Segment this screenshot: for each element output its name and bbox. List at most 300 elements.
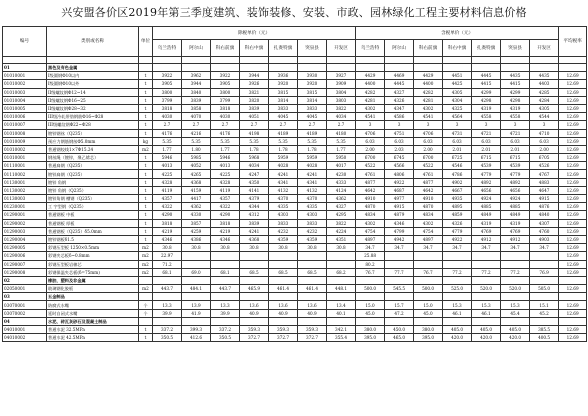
item-code: 03070001 (3, 301, 47, 309)
avg-rate-cell: 12.69 (559, 252, 587, 260)
excl-price-cell: 3944 (240, 72, 269, 80)
excl-price-cell: 4045 (298, 113, 327, 121)
incl-price-cell: 34.7 (385, 244, 414, 252)
excl-price-cell: 40.9 (240, 309, 269, 317)
incl-price-cell: 15.0 (356, 301, 385, 309)
excl-price-cell: 4303 (269, 211, 298, 219)
excl-price-cell: 448.1 (327, 285, 356, 293)
excl-price-cell: 461.4 (269, 285, 298, 293)
excl-price-cell: 5.35 (211, 137, 240, 145)
excl-price-cell: 1.78 (298, 145, 327, 153)
excl-price-cell: 39.9 (211, 309, 240, 317)
item-unit: t (139, 326, 153, 334)
incl-price-cell: 4779 (501, 170, 530, 178)
incl-price-cell: 4451 (443, 72, 472, 80)
incl-price-cell: 6.03 (356, 137, 385, 145)
incl-price-cell: 4319 (501, 219, 530, 227)
incl-price-cell: 34.7 (501, 244, 530, 252)
item-code: 01130001 (3, 178, 47, 186)
header-city-excl: 扎赉特旗 (269, 40, 298, 57)
excl-price-cell: 3839 (240, 104, 269, 112)
incl-price-cell: 4299 (472, 88, 501, 96)
header-name: 类别或名称 (47, 27, 139, 57)
incl-price-cell: 4877 (414, 178, 443, 186)
header-unit: 单位 (139, 27, 153, 57)
excl-price-cell: 4045 (269, 113, 298, 121)
item-code: 01010003 (3, 88, 47, 96)
empty-cell (182, 57, 211, 64)
excl-price-cell: 3814 (269, 96, 298, 104)
table-row (3, 211, 587, 219)
empty-cell (414, 57, 443, 64)
empty-cell (501, 276, 530, 284)
incl-price-cell: 4897 (356, 235, 385, 243)
empty-cell (182, 64, 211, 72)
item-name: 镀锌 角钢 (47, 178, 139, 186)
incl-price-cell: 4285 (530, 88, 559, 96)
empty-cell (327, 64, 356, 72)
excl-price-cell: 359.3 (269, 326, 298, 334)
excl-price-cell: 5968 (240, 154, 269, 162)
incl-price-cell: 4326 (443, 219, 472, 227)
item-code: 01010004 (3, 96, 47, 104)
section-code: 01 (3, 64, 47, 72)
item-code: 01290003 (3, 227, 47, 235)
incl-price-cell: 4922 (443, 235, 472, 243)
header-city-incl: 科右中旗 (443, 40, 472, 57)
excl-price-cell: 4341 (269, 178, 298, 186)
empty-cell (356, 276, 385, 284)
excl-price-cell: 2.7 (269, 121, 298, 129)
incl-price-cell: 3 (385, 121, 414, 129)
excl-price-cell: 3920 (298, 80, 327, 88)
empty-cell (559, 57, 587, 64)
section-code: 04 (3, 317, 47, 325)
table-row (3, 227, 587, 235)
excl-price-cell: 3927 (327, 72, 356, 80)
item-name: 普通钢板 厚板 (47, 219, 139, 227)
excl-price-cell: 30.8 (182, 244, 211, 252)
excl-price-cell: 3800 (153, 88, 182, 96)
excl-price-cell: 2.7 (240, 121, 269, 129)
item-unit: t (139, 121, 153, 129)
excl-price-cell: 4216 (182, 129, 211, 137)
incl-price-cell: 4840 (530, 211, 559, 219)
incl-price-cell: 34.7 (414, 244, 443, 252)
table-row (3, 72, 587, 80)
excl-price-cell: 484.1 (182, 285, 211, 293)
excl-price-cell: 2.7 (153, 121, 182, 129)
excl-price-cell: 4132 (269, 186, 298, 194)
avg-rate-cell: 12.69 (559, 235, 587, 243)
item-unit: t (139, 227, 153, 235)
excl-price-cell: 2.7 (211, 121, 240, 129)
empty-cell (327, 317, 356, 325)
table-row (3, 96, 587, 104)
item-name: 镀锌 角钢（Q235） (47, 186, 139, 194)
empty-cell (559, 276, 587, 284)
empty-cell (269, 317, 298, 325)
incl-price-cell: 4897 (414, 235, 443, 243)
excl-price-cell: 4219 (153, 227, 182, 235)
empty-cell (414, 276, 443, 284)
incl-price-cell (472, 260, 501, 268)
incl-price-cell: 2.00 (356, 145, 385, 153)
empty-cell (298, 64, 327, 72)
incl-price-cell: 4706 (414, 129, 443, 137)
section-row (3, 64, 587, 72)
incl-price-cell: 3 (530, 121, 559, 129)
incl-price-cell: 4307 (530, 219, 559, 227)
item-code: 01010009 (3, 137, 47, 145)
table-row (3, 326, 587, 334)
incl-price-cell: 4892 (501, 178, 530, 186)
incl-price-cell: 2.01 (443, 145, 472, 153)
excl-price-cell: 350.5 (211, 334, 240, 342)
section-row (3, 317, 587, 325)
avg-rate-cell: 12.69 (559, 219, 587, 227)
incl-price-cell: 15.3 (472, 301, 501, 309)
incl-price-cell: 4282 (414, 88, 443, 96)
excl-price-cell: 4232 (269, 227, 298, 235)
empty-cell (211, 64, 240, 72)
incl-price-cell: 400.5 (530, 334, 559, 342)
incl-price-cell: 6715 (501, 154, 530, 162)
excl-price-cell (240, 260, 269, 268)
excl-price-cell: 4013 (153, 162, 182, 170)
avg-rate-cell: 12.69 (559, 88, 587, 96)
item-code: 04010001 (3, 326, 47, 334)
item-name: 彩钢夹芯板δ~0.8mm (47, 252, 139, 260)
excl-price-cell: 13.4 (327, 301, 356, 309)
empty-cell (211, 293, 240, 301)
item-unit: t (139, 334, 153, 342)
empty-cell (443, 293, 472, 301)
incl-price-cell: 34.7 (530, 244, 559, 252)
incl-price-cell: 6.03 (530, 137, 559, 145)
empty-cell (385, 276, 414, 284)
excl-price-cell (240, 252, 269, 260)
excl-price-cell: 4230 (327, 170, 356, 178)
empty-cell (298, 317, 327, 325)
incl-price-cell: 6745 (385, 154, 414, 162)
excl-price-cell: 5959 (269, 154, 298, 162)
empty-cell (385, 64, 414, 72)
excl-price-cell (298, 252, 327, 260)
empty-cell (327, 293, 356, 301)
excl-price-cell: 4141 (240, 186, 269, 194)
incl-price-cell: 4912 (472, 235, 501, 243)
excl-price-cell: 355.4 (327, 334, 356, 342)
excl-price-cell: 4362 (182, 203, 211, 211)
empty-cell (443, 57, 472, 64)
incl-price-cell: 4977 (385, 195, 414, 203)
excl-price-cell (327, 260, 356, 268)
incl-price-cell: 4539 (472, 162, 501, 170)
incl-price-cell: 4877 (356, 178, 385, 186)
excl-price-cell: 39.9 (153, 309, 182, 317)
excl-price-cell: 3799 (211, 96, 240, 104)
incl-price-cell: 4876 (530, 203, 559, 211)
table-row (3, 219, 587, 227)
avg-rate-cell: 12.69 (559, 334, 587, 342)
incl-price-cell: 4544 (530, 113, 559, 121)
excl-price-cell: 3818 (153, 104, 182, 112)
empty-cell (182, 293, 211, 301)
incl-price-cell: 4281 (414, 96, 443, 104)
table-row (3, 260, 587, 268)
item-code: 01010001 (3, 154, 47, 162)
excl-price-cell: 4189 (269, 129, 298, 137)
incl-price-cell: 520.0 (501, 285, 530, 293)
item-code: 01010001 (3, 72, 47, 80)
empty-cell (472, 64, 501, 72)
avg-rate-cell: 12.69 (559, 227, 587, 235)
incl-price-cell: 6.03 (472, 137, 501, 145)
item-name: 延时自闭式水嘴 (47, 309, 139, 317)
item-code: 01230001 (3, 203, 47, 211)
empty-cell (298, 57, 327, 64)
excl-price-cell: 4312 (240, 211, 269, 219)
excl-price-cell: 4335 (269, 203, 298, 211)
table-row (3, 154, 587, 162)
excl-price-cell: 5946 (211, 154, 240, 162)
section-code: 03 (3, 293, 47, 301)
incl-price-cell: 465.0 (385, 334, 414, 342)
incl-price-cell: 3 (443, 121, 472, 129)
incl-price-cell: 4558 (472, 113, 501, 121)
incl-price-cell: 4769 (501, 227, 530, 235)
excl-price-cell: 3920 (269, 80, 298, 88)
excl-price-cell: 3962 (182, 72, 211, 80)
excl-price-cell: 4052 (182, 162, 211, 170)
incl-price-cell: 77.2 (501, 268, 530, 276)
excl-price-cell (269, 260, 298, 268)
incl-price-cell: 76.7 (356, 268, 385, 276)
item-code: 01010008 (3, 129, 47, 137)
excl-price-cell (182, 260, 211, 268)
table-row (3, 104, 587, 112)
excl-price-cell: 4159 (182, 186, 211, 194)
item-code: 01290001 (3, 211, 47, 219)
incl-price-cell: 6.03 (501, 137, 530, 145)
excl-price-cell: 5946 (153, 154, 182, 162)
item-unit: m2 (139, 145, 153, 153)
empty-cell (298, 276, 327, 284)
item-unit: t (139, 186, 153, 194)
excl-price-cell: 3800 (211, 88, 240, 96)
empty-cell (530, 293, 559, 301)
incl-price-cell: 15.3 (501, 301, 530, 309)
item-code: 01290005 (3, 244, 47, 252)
excl-price-cell: 3840 (182, 88, 211, 96)
excl-price-cell: 68.1 (211, 268, 240, 276)
avg-rate-cell: 12.69 (559, 154, 587, 162)
incl-price-cell: 45.0 (356, 309, 385, 317)
excl-price-cell: 5.35 (327, 137, 356, 145)
item-code: 01010007 (3, 121, 47, 129)
incl-price-cell (414, 252, 443, 260)
empty-cell (153, 276, 182, 284)
item-code: 02050001 (3, 285, 47, 293)
excl-price-cell: 4344 (240, 203, 269, 211)
header-city-excl: 科右前旗 (211, 40, 240, 57)
incl-price-cell: 4706 (356, 129, 385, 137)
incl-price-cell: 3 (472, 121, 501, 129)
incl-price-cell: 4304 (443, 96, 472, 104)
incl-price-cell: 4400 (356, 80, 385, 88)
empty-cell (139, 64, 153, 72)
item-name: I级圆钢Φ10以内 (47, 72, 139, 80)
avg-rate-cell: 12.69 (559, 162, 587, 170)
empty-cell (153, 57, 182, 64)
incl-price-cell: 15.0 (414, 301, 443, 309)
header-city-excl: 阿尔山 (182, 40, 211, 57)
excl-price-cell: 4259 (182, 227, 211, 235)
excl-price-cell: 4351 (327, 235, 356, 243)
excl-price-cell: 399.3 (182, 326, 211, 334)
item-code: 01290007 (3, 260, 47, 268)
incl-price-cell: 4902 (443, 178, 472, 186)
excl-price-cell (298, 260, 327, 268)
avg-rate-cell: 12.69 (559, 244, 587, 252)
incl-price-cell: 4922 (385, 178, 414, 186)
incl-price-cell: 4435 (501, 72, 530, 80)
incl-price-cell: 77.2 (443, 268, 472, 276)
excl-price-cell: 3857 (182, 219, 211, 227)
excl-price-cell: 30.8 (298, 244, 327, 252)
incl-price-cell: 45.4 (501, 309, 530, 317)
excl-price-cell: 13.6 (269, 301, 298, 309)
item-unit: t (139, 129, 153, 137)
excl-price-cell: 4327 (327, 203, 356, 211)
avg-rate-cell: 12.69 (559, 145, 587, 153)
item-name: 预应力钢筋钢丝Φ5.0mm (47, 137, 139, 145)
empty-cell (501, 64, 530, 72)
empty-cell (356, 317, 385, 325)
excl-price-cell: 4232 (298, 227, 327, 235)
excl-price-cell: 4370 (298, 195, 327, 203)
incl-price-cell: 4327 (385, 88, 414, 96)
incl-price-cell: 405.0 (443, 326, 472, 334)
excl-price-cell: 443.7 (153, 285, 182, 293)
excl-price-cell: 3858 (182, 104, 211, 112)
item-name: 防腐式水嘴 (47, 301, 139, 309)
excl-price-cell: 4028 (269, 162, 298, 170)
item-name: 玻璃钢化胶板 (47, 285, 139, 293)
excl-price-cell: 3922 (153, 72, 182, 80)
table-row (3, 170, 587, 178)
excl-price-cell: 3814 (298, 96, 327, 104)
excl-price-cell: 4346 (153, 235, 182, 243)
incl-price-cell: 450.0 (385, 326, 414, 334)
table-body (3, 57, 587, 342)
incl-price-cell: 405.0 (472, 326, 501, 334)
excl-price-cell: 1.77 (327, 145, 356, 153)
excl-price-cell: 4189 (298, 129, 327, 137)
excl-price-cell: 3804 (327, 88, 356, 96)
item-unit: t (139, 162, 153, 170)
incl-price-cell: 4769 (472, 227, 501, 235)
incl-price-cell: 4779 (472, 170, 501, 178)
excl-price-cell: 30.8 (211, 244, 240, 252)
incl-price-cell: 4305 (530, 104, 559, 112)
excl-price-cell: 3833 (298, 219, 327, 227)
avg-rate-cell: 12.69 (559, 203, 587, 211)
excl-price-cell: 3930 (298, 72, 327, 80)
incl-price-cell: 4721 (501, 129, 530, 137)
table-row (3, 113, 587, 121)
incl-price-cell: 4319 (472, 219, 501, 227)
excl-price-cell: 13.3 (153, 301, 182, 309)
empty-cell (269, 293, 298, 301)
table-row (3, 129, 587, 137)
incl-price-cell: 4870 (356, 203, 385, 211)
incl-price-cell: 4806 (385, 170, 414, 178)
item-name: 镀锌扁钢（Q235） (47, 170, 139, 178)
incl-price-cell: 4284 (530, 96, 559, 104)
incl-price-cell: 4879 (385, 211, 414, 219)
incl-price-cell: 34.7 (356, 244, 385, 252)
incl-price-cell: 46.1 (443, 309, 472, 317)
excl-price-cell: 412.6 (182, 334, 211, 342)
empty-cell (559, 293, 587, 301)
excl-price-cell: 5.35 (153, 137, 182, 145)
item-unit: kg (139, 137, 153, 145)
empty-cell (501, 57, 530, 64)
incl-price-cell (443, 252, 472, 260)
empty-cell (182, 276, 211, 284)
item-unit: 个 (139, 301, 153, 309)
incl-price-cell: 34.7 (443, 244, 472, 252)
empty-cell (472, 276, 501, 284)
incl-price-cell: 15.7 (385, 301, 414, 309)
item-unit: m2 (139, 260, 153, 268)
incl-price-cell: 76.7 (414, 268, 443, 276)
table-row (3, 334, 587, 342)
empty-cell (472, 57, 501, 64)
excl-price-cell: 3818 (211, 219, 240, 227)
incl-price-cell: 4445 (385, 80, 414, 88)
incl-price-cell: 545.5 (385, 285, 414, 293)
incl-price-cell: 520.0 (472, 285, 501, 293)
incl-price-cell: 6.03 (443, 137, 472, 145)
blank-row (3, 57, 587, 64)
excl-price-cell: 69.0 (182, 268, 211, 276)
item-unit: t (139, 113, 153, 121)
excl-price-cell: 3944 (182, 80, 211, 88)
excl-price-cell: 4070 (182, 113, 211, 121)
excl-price-cell: 3815 (298, 88, 327, 96)
incl-price-cell: 4298 (501, 96, 530, 104)
item-unit: t (139, 219, 153, 227)
excl-price-cell: 4225 (211, 170, 240, 178)
header-excl-tax: 除税单价（元） (153, 27, 356, 40)
avg-rate-cell: 12.69 (559, 80, 587, 88)
incl-price-cell: 2.01 (472, 145, 501, 153)
header-code: 编号 (3, 27, 47, 57)
excl-price-cell: 337.2 (153, 326, 182, 334)
excl-price-cell: 3839 (240, 219, 269, 227)
excl-price-cell: 4357 (211, 195, 240, 203)
excl-price-cell: 13.3 (211, 301, 240, 309)
empty-cell (414, 317, 443, 325)
excl-price-cell: 3926 (240, 80, 269, 88)
excl-price-cell: 3833 (269, 219, 298, 227)
item-code: 01110002 (3, 170, 47, 178)
incl-price-cell: 420.0 (443, 334, 472, 342)
header-city-incl: 乌兰浩特 (356, 40, 385, 57)
